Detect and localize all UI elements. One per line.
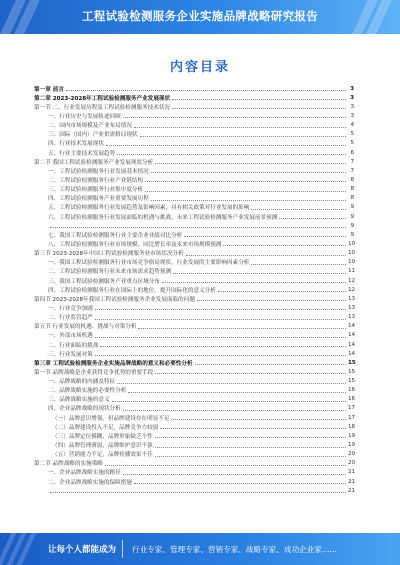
toc-page-number: 21 — [348, 478, 356, 485]
toc-page-number: 13 — [348, 295, 356, 302]
toc-leader-dots — [197, 300, 346, 301]
toc-leader-dots — [134, 483, 346, 484]
toc-page-number: 3 — [350, 112, 354, 119]
toc-leader-dots — [155, 437, 346, 438]
toc-page-number: 14 — [348, 350, 356, 357]
toc-page-number: 10 — [348, 250, 356, 257]
toc-entry[interactable] — [34, 395, 354, 404]
toc-entry[interactable] — [34, 194, 354, 203]
toc-page-number: 12 — [348, 286, 356, 293]
footer-slogan-left: 让每个人都能成为 — [48, 545, 117, 555]
toc-entry[interactable] — [34, 404, 354, 413]
toc-entry-text: 三、行业发展对策 — [48, 351, 93, 358]
toc-entry-text: 八、工程试验检测服务行业市场规模，同比增长率及未来市场规模预测 — [48, 241, 222, 248]
toc-entry[interactable] — [34, 258, 354, 267]
toc-page-number: 7 — [350, 158, 354, 165]
toc-entry-text: 五、工程试验检测服务行业发展趋势及影响因素，具有相关政策对行业发展的影响 — [48, 205, 250, 212]
toc-entry-text: 第四节 2023-2028年我国工程试验检测服务企业发展面临的问题 — [34, 296, 195, 303]
toc-entry-text: 一、行业竞争加剧 — [48, 305, 93, 312]
toc-entry-text: 五、行业主要技术发展趋势 — [48, 150, 116, 157]
toc-leader-dots — [117, 154, 346, 155]
toc-leader-dots — [155, 163, 346, 164]
toc-leader-dots — [134, 127, 346, 128]
toc-entry[interactable] — [34, 477, 354, 486]
toc-entry[interactable] — [34, 166, 354, 175]
toc-entry-text: 一、行业历史与发展轨迹回顾 — [48, 113, 121, 120]
toc-entry-text: 一、企业品牌战略实施的路径 — [48, 470, 121, 477]
toc-page-number: 19 — [348, 442, 356, 449]
toc-leader-dots — [279, 218, 346, 219]
toc-leader-dots — [100, 346, 346, 347]
toc-page-number: 11 — [348, 268, 356, 275]
toc-leader-dots — [251, 209, 346, 210]
toc-entry-text: 第一节 二、行业发展历程及工程试验检测服务技术状况 — [34, 104, 171, 111]
toc-entry[interactable] — [34, 377, 354, 386]
toc-entry[interactable] — [34, 440, 354, 449]
toc-page-number: 19 — [348, 432, 356, 439]
toc-entry[interactable] — [34, 459, 354, 468]
toc-entry[interactable] — [34, 468, 354, 477]
toc-entry[interactable] — [34, 294, 354, 303]
toc-page-number: 8 — [350, 176, 354, 183]
toc-entry[interactable] — [34, 212, 354, 221]
toc-leader-dots — [140, 136, 346, 137]
toc-leader-dots — [123, 117, 346, 118]
toc-page-number: 10 — [348, 259, 356, 266]
toc-entry[interactable] — [34, 276, 354, 285]
toc-page-number: 17 — [348, 405, 356, 412]
report-title: 工程试验检测服务企业实施品牌战略研究报告 — [82, 9, 318, 23]
toc-entry[interactable] — [34, 413, 354, 422]
toc-leader-dots — [155, 373, 346, 374]
toc-entry-text: 第二章 2023-2028年工程试验检测服务产业发展现状 — [34, 95, 171, 102]
toc-page-number: 16 — [348, 396, 356, 403]
toc-entry-text: 四、行业技术发展现状 — [48, 141, 104, 148]
toc-entry-text: 第五节 行业发展的机遇、挑战与对策分析 — [34, 324, 137, 331]
toc-page-number: 14 — [348, 341, 356, 348]
toc-entry-text: 第一章 前言 — [34, 86, 64, 93]
toc-entry[interactable] — [34, 121, 354, 130]
toc-entry-text: 一、我国工程试验检测服务行业市场竞争格局现状，行业发展的主要影响因素分析 — [48, 260, 250, 267]
toc-page-number: 21 — [348, 487, 356, 494]
toc-entry[interactable] — [34, 139, 354, 148]
toc-page-number: 3 — [350, 103, 354, 110]
toc-leader-dots — [223, 245, 346, 246]
toc-entry-text: 四、工程试验检测服务行业在国际上的地位，提升国际化的意义分析 — [48, 287, 216, 294]
toc-leader-dots — [106, 145, 346, 146]
toc-entry[interactable] — [34, 230, 354, 239]
toc-entry[interactable] — [34, 175, 354, 184]
toc-entry-text: 四、工程试验检测服务产业重要发展历程 — [48, 196, 149, 203]
toc-entry[interactable] — [34, 285, 354, 294]
toc-entry[interactable] — [34, 431, 354, 440]
toc-page-number: 8 — [350, 195, 354, 202]
toc-leader-dots — [151, 172, 346, 173]
toc-entry[interactable] — [34, 349, 354, 358]
toc-page-number: 21 — [348, 469, 356, 476]
toc-entry[interactable] — [34, 130, 354, 139]
toc-leader-dots — [95, 319, 346, 320]
toc-leader-dots — [172, 108, 346, 109]
toc-entry-text: 第三章 工程试验检测服务企业实施品牌战略的意义和必要性分析 — [34, 360, 193, 367]
toc-leader-dots — [218, 291, 346, 292]
toc-page-number: 9 — [350, 204, 354, 211]
toc-entry[interactable] — [34, 486, 354, 495]
toc-page-number: 7 — [350, 167, 354, 174]
toc-entry[interactable] — [34, 322, 354, 331]
top-banner — [0, 0, 400, 34]
footer-stripes — [0, 533, 36, 565]
toc-leader-dots — [251, 264, 346, 265]
toc-leader-dots — [155, 447, 346, 448]
toc-page-number: 20 — [348, 451, 356, 458]
toc-entry-text: 二、企业品牌战略实施的保障措施 — [48, 479, 132, 486]
toc-leader-dots — [95, 337, 346, 338]
toc-page-number: 8 — [350, 186, 354, 193]
toc-page-number: 9 — [350, 213, 354, 220]
toc-page-number: 12 — [348, 277, 356, 284]
toc-entry[interactable] — [34, 358, 354, 367]
toc-entry[interactable] — [34, 340, 354, 349]
toc-leader-dots — [184, 236, 346, 237]
toc-leader-dots — [50, 492, 346, 493]
toc-entry-text: （三）品牌定位模糊，品牌形象缺乏个性 — [52, 433, 153, 440]
toc-entry[interactable] — [34, 249, 354, 258]
toc-leader-dots — [123, 474, 346, 475]
toc-entry-text: 二、工程试验检测服务行业产业链结构 — [48, 177, 144, 184]
toc-entry-text: 七、我国工程试验检测服务行业主要企业业绩对比分析 — [48, 232, 183, 239]
toc-entry-text: 三、我国工程试验检测服务产业重点区域分布 — [48, 278, 160, 285]
toc-page-number: 4 — [350, 122, 354, 129]
toc-leader-dots — [186, 255, 346, 256]
toc-entry-text: 二、国内市场规模及产业布局情况 — [48, 123, 132, 130]
toc-entry[interactable] — [34, 93, 354, 102]
toc-entry[interactable] — [34, 148, 354, 157]
toc-entry-text: 一、品牌战略的内涵及特征 — [48, 379, 116, 386]
toc-leader-dots — [172, 99, 346, 100]
toc-page-number: 15 — [348, 368, 356, 375]
bottom-banner — [0, 533, 400, 565]
toc-leader-dots — [145, 191, 346, 192]
toc-entry[interactable] — [34, 203, 354, 212]
footer-divider — [122, 540, 123, 558]
toc-leader-dots — [95, 355, 346, 356]
toc-entry-text: （二）品牌建设投入不足，品牌竞争力较弱 — [52, 424, 159, 431]
toc-page-number: 16 — [348, 387, 356, 394]
footer-slogan-right: 行业专家、管理专家、营销专家、战略专家、成功企业家…… — [132, 545, 338, 554]
toc-page-number: 5 — [350, 131, 354, 138]
toc-entry-text: （五）营销能力不足，品牌传播效果不佳 — [52, 452, 153, 459]
toc-entry[interactable] — [34, 102, 354, 111]
toc-entry[interactable] — [34, 386, 354, 395]
toc-leader-dots — [117, 383, 346, 384]
toc-leader-dots — [105, 465, 346, 466]
toc-entry-text: 第三节 2023-2028年中国工程试验检测服务业市场状况分析 — [34, 251, 184, 258]
toc-leader-dots — [173, 273, 346, 274]
toc-leader-dots — [95, 309, 346, 310]
toc-entry-text: 二、行业面临的挑战 — [48, 342, 99, 349]
toc-page-number: 13 — [348, 314, 356, 321]
toc-heading: 内容目录 — [169, 60, 230, 75]
toc-entry-text: 二、品牌战略实施的必要性分析 — [48, 388, 127, 395]
toc-leader-dots — [112, 401, 346, 402]
toc-leader-dots — [151, 200, 346, 201]
toc-entry[interactable] — [34, 303, 354, 312]
toc-leader-dots — [50, 227, 346, 228]
toc-entry[interactable] — [34, 239, 354, 248]
toc-page-number: 13 — [348, 304, 356, 311]
toc-entry[interactable] — [34, 450, 354, 459]
toc-page-number: 9 — [350, 222, 354, 229]
toc-entry[interactable] — [34, 157, 354, 166]
toc-leader-dots — [155, 456, 346, 457]
toc-page-number: 6 — [350, 149, 354, 156]
toc-entry[interactable] — [34, 185, 354, 194]
toc-entry-text: 二、工程试验检测服务行业未来市场需求趋势预测 — [48, 269, 172, 276]
toc-entry[interactable] — [34, 331, 354, 340]
toc-leader-dots — [195, 364, 346, 365]
toc-leader-dots — [66, 90, 346, 91]
toc-page-number: 9 — [350, 231, 354, 238]
toc-leader-dots — [171, 419, 346, 420]
toc-entry-text: 三、品牌战略实施的意义 — [48, 397, 110, 404]
toc-entry-text: 一、工程试验检测服务行业发展基本情况 — [48, 168, 149, 175]
toc-leader-dots — [123, 410, 346, 411]
toc-entry-text: 二、行业监管趋严 — [48, 315, 93, 322]
toc-page-number: 15 — [348, 378, 356, 385]
toc-leader-dots — [162, 282, 346, 283]
table-of-contents — [34, 84, 354, 495]
toc-leader-dots — [138, 328, 346, 329]
toc-page-number: 14 — [348, 332, 356, 339]
toc-entry-text: 第二节 品牌战略的实施策略 — [34, 461, 103, 468]
toc-entry-text: （四）品牌管理薄弱，品牌维护意识不强 — [52, 443, 153, 450]
toc-entry[interactable] — [34, 313, 354, 322]
toc-entry-text: （一）品牌意识增强，但品牌建设存在明显不足 — [52, 415, 170, 422]
toc-entry-text: 四、企业品牌战略的现状分析 — [48, 406, 121, 413]
toc-leader-dots — [160, 428, 346, 429]
toc-page-number: 15 — [348, 359, 356, 366]
toc-page-number: 3 — [350, 85, 354, 92]
toc-page-number: 17 — [348, 414, 356, 421]
toc-entry-text: 六、工程试验检测服务行业发展面临的机遇与挑战，未来工程试验检测服务产业发展前景预测 — [48, 214, 278, 221]
toc-leader-dots — [145, 181, 346, 182]
toc-page-number: 18 — [348, 423, 356, 430]
toc-entry-text: 三、工程试验检测服务行业集中度分析 — [48, 187, 144, 194]
toc-entry[interactable] — [34, 221, 354, 230]
toc-leader-dots — [128, 392, 346, 393]
toc-entry[interactable] — [34, 111, 354, 120]
toc-entry[interactable] — [34, 367, 354, 376]
toc-entry-text: 一、外部市场机遇 — [48, 333, 93, 340]
toc-page-number: 14 — [348, 323, 356, 330]
toc-entry-text: 第二节 我国工程试验检测服务产业发展现状分析 — [34, 159, 154, 166]
toc-page-number: 10 — [348, 240, 356, 247]
toc-page-number: 3 — [350, 94, 354, 101]
toc-entry[interactable] — [34, 422, 354, 431]
toc-page-number: 20 — [348, 460, 356, 467]
toc-entry-text: 三、国际（国内）产业供需格局现状 — [48, 132, 138, 139]
toc-entry[interactable] — [34, 84, 354, 93]
toc-page-number: 5 — [350, 140, 354, 147]
toc-entry-text: 第一节 品牌战略是企业获得竞争优势的重要手段 — [34, 369, 154, 376]
toc-entry[interactable] — [34, 267, 354, 276]
